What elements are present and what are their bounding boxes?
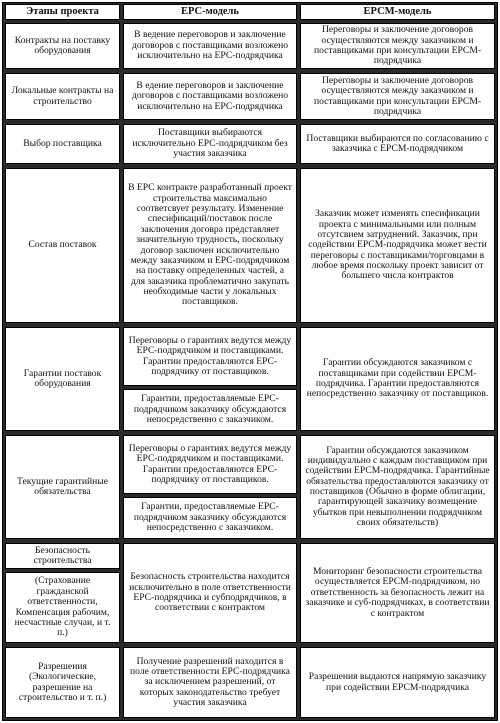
row-epc <box>123 23 297 69</box>
epc-text: Поставщики выбираются исключительно ЕРС-подрядчиком без участия заказчика <box>132 127 288 160</box>
row-epc <box>123 73 297 120</box>
header-stages-label: Этапы проекта <box>26 6 99 18</box>
epcm-text: Гарантии обсуждаются заказчиком индивидуально с каждым поставщиком при содействии ЕРСМ-подрядчика. Гарантийные обязательства предоставляются заказчику от поставщиков (Обычно в форме облигации, гарантирующей заказчику возмещение убытков при невыполнении подрядчиком своих обязательств) <box>305 444 490 529</box>
header-epc-label: ЕРС-модель <box>180 6 239 18</box>
row-stage <box>5 647 120 718</box>
row-epc <box>123 543 297 643</box>
epcm-text: Мониторинг безопасности строительства осуществляется ЕРСМ-подрядчиком, но ответственность за безопасность лежит на заказчике и суб-подрядчиках, в соответствии с контрактом <box>305 566 490 619</box>
epcm-text: Гарантии обсуждаются заказчиком с поставщиками при содействии ЕРСМ-подрядчика. Гарантии предоставляются непосредственно заказчику от поставщиков. <box>306 357 489 400</box>
stage-label: Разрешения (Экологические, разрешение на строительство и т. п.) <box>18 660 107 703</box>
row-stage <box>5 124 120 164</box>
row-stage <box>5 435 120 539</box>
stage-label: Гарантии поставок оборудования <box>23 367 102 389</box>
comparison-table <box>2 2 498 721</box>
epcm-text: Переговоры и заключение договоров осуществляются между заказчиком и поставщиками при консультации ЕРСМ-подрядчика <box>313 74 482 117</box>
row-epcm <box>300 327 495 431</box>
row-epcm <box>300 647 495 718</box>
header-stages <box>5 4 120 20</box>
row-epc <box>123 168 297 323</box>
stage-label: Выбор поставщика <box>23 137 102 149</box>
row-epcm <box>300 73 495 120</box>
epc-text: Гарантии, предоставляемые ЕРС-подрядчиком заказчику обсуждаются непосредственно с заказчиком. <box>133 393 287 426</box>
row-epc-part-b <box>123 389 297 431</box>
row-stage-part-a <box>5 543 120 569</box>
epcm-text: Разрешения выдаются напрямую заказчику при содействии ЕРСМ-подрядчика <box>308 671 487 693</box>
stage-label: Безопасность строительства <box>33 544 92 566</box>
epc-text: Получение разрешений находится в поле ответственности ЕРС-подрядчика за исключением разрешений, от которых законодательство требует участия заказчика <box>130 655 290 709</box>
stage-label: Текущие гарантийные обязательства <box>17 475 108 497</box>
row-stage <box>5 23 120 69</box>
row-epcm <box>300 543 495 643</box>
row-stage <box>5 73 120 120</box>
row-epc-part-a <box>123 327 297 386</box>
epc-text: В едение переговоров и заключение договоров с поставщиками возложено исключительно на ЕРС-подрядчика <box>131 79 289 112</box>
epc-text: Переговоры о гарантиях ведутся между ЕРС-подрядчиком и поставщиками. Гарантии предоставляются ЕРС-подрядчику от поставщиков. <box>128 442 292 485</box>
row-epc <box>123 124 297 164</box>
epc-text: Безопасность строительства находится исключительно в поле ответственности ЕРС-подрядчика и субподрядчиков, в соответствии с контрактом <box>129 571 291 614</box>
stage-label: Контракты на поставку оборудования <box>14 34 111 56</box>
stage-label: (Страхование гражданской ответственности, Компенсация рабочим, несчастные случаи, и т. п.) <box>14 575 111 639</box>
row-stage-part-b <box>5 572 120 643</box>
row-stage <box>5 168 120 323</box>
epc-text: Гарантии, предоставляемые ЕРС-подрядчиком заказчику обсуждаются непосредственно с заказчиком. <box>133 501 287 534</box>
row-epcm <box>300 124 495 164</box>
epcm-text: Поставщики выбираются по согласованию с заказчика с ЕРСМ-подрядчиком <box>306 132 489 154</box>
row-epcm <box>300 435 495 539</box>
row-epc-part-a <box>123 435 297 494</box>
epcm-text: Переговоры и заключение договоров осуществляются между заказчиком и поставщиками при консультации ЕРСМ-подрядчика <box>313 24 482 67</box>
epc-text: В ведение переговоров и заключение договоров с поставщиками возложено исключительно на ЕРС-подрядчика <box>131 29 289 62</box>
epc-text: Переговоры о гарантиях ведутся между ЕРС-подрядчиком и поставщиками. Гарантии предоставляются ЕРС-подрядчику от поставщиков. <box>128 334 292 377</box>
row-epcm <box>300 23 495 69</box>
epcm-text: Заказчик может изменять спесификации проекта с минимальными или полным отсутсвием затруднений. Заказчик, при содействии ЕРСМ-подрядчика может вести переговоры с поставщиками/торговцами в любое время поскольку проект зависит от большего числа контрактов <box>308 208 487 282</box>
stage-label: Локальные контракты на строительство <box>11 85 114 107</box>
header-epc <box>123 4 297 20</box>
row-stage <box>5 327 120 431</box>
row-epc-part-b <box>123 497 297 539</box>
row-epcm <box>300 168 495 323</box>
row-epc <box>123 647 297 718</box>
header-epcm <box>300 4 495 20</box>
header-epcm-label: ЕРСМ-модель <box>363 6 432 18</box>
stage-label: Состав поставок <box>28 239 97 251</box>
epc-text: В ЕРС контракте разработанный проект строительства максимально соответсвует результату. Изменение спесификаций/поставок после заключения договра представляет значительную трудность, поскольку договор заключен исключительно между заказчиком и ЕРС-подрядчиком на поставку определенных частей, а для заказчика проблематично закупать необходимые части у локальных поставщиков. <box>128 182 292 308</box>
